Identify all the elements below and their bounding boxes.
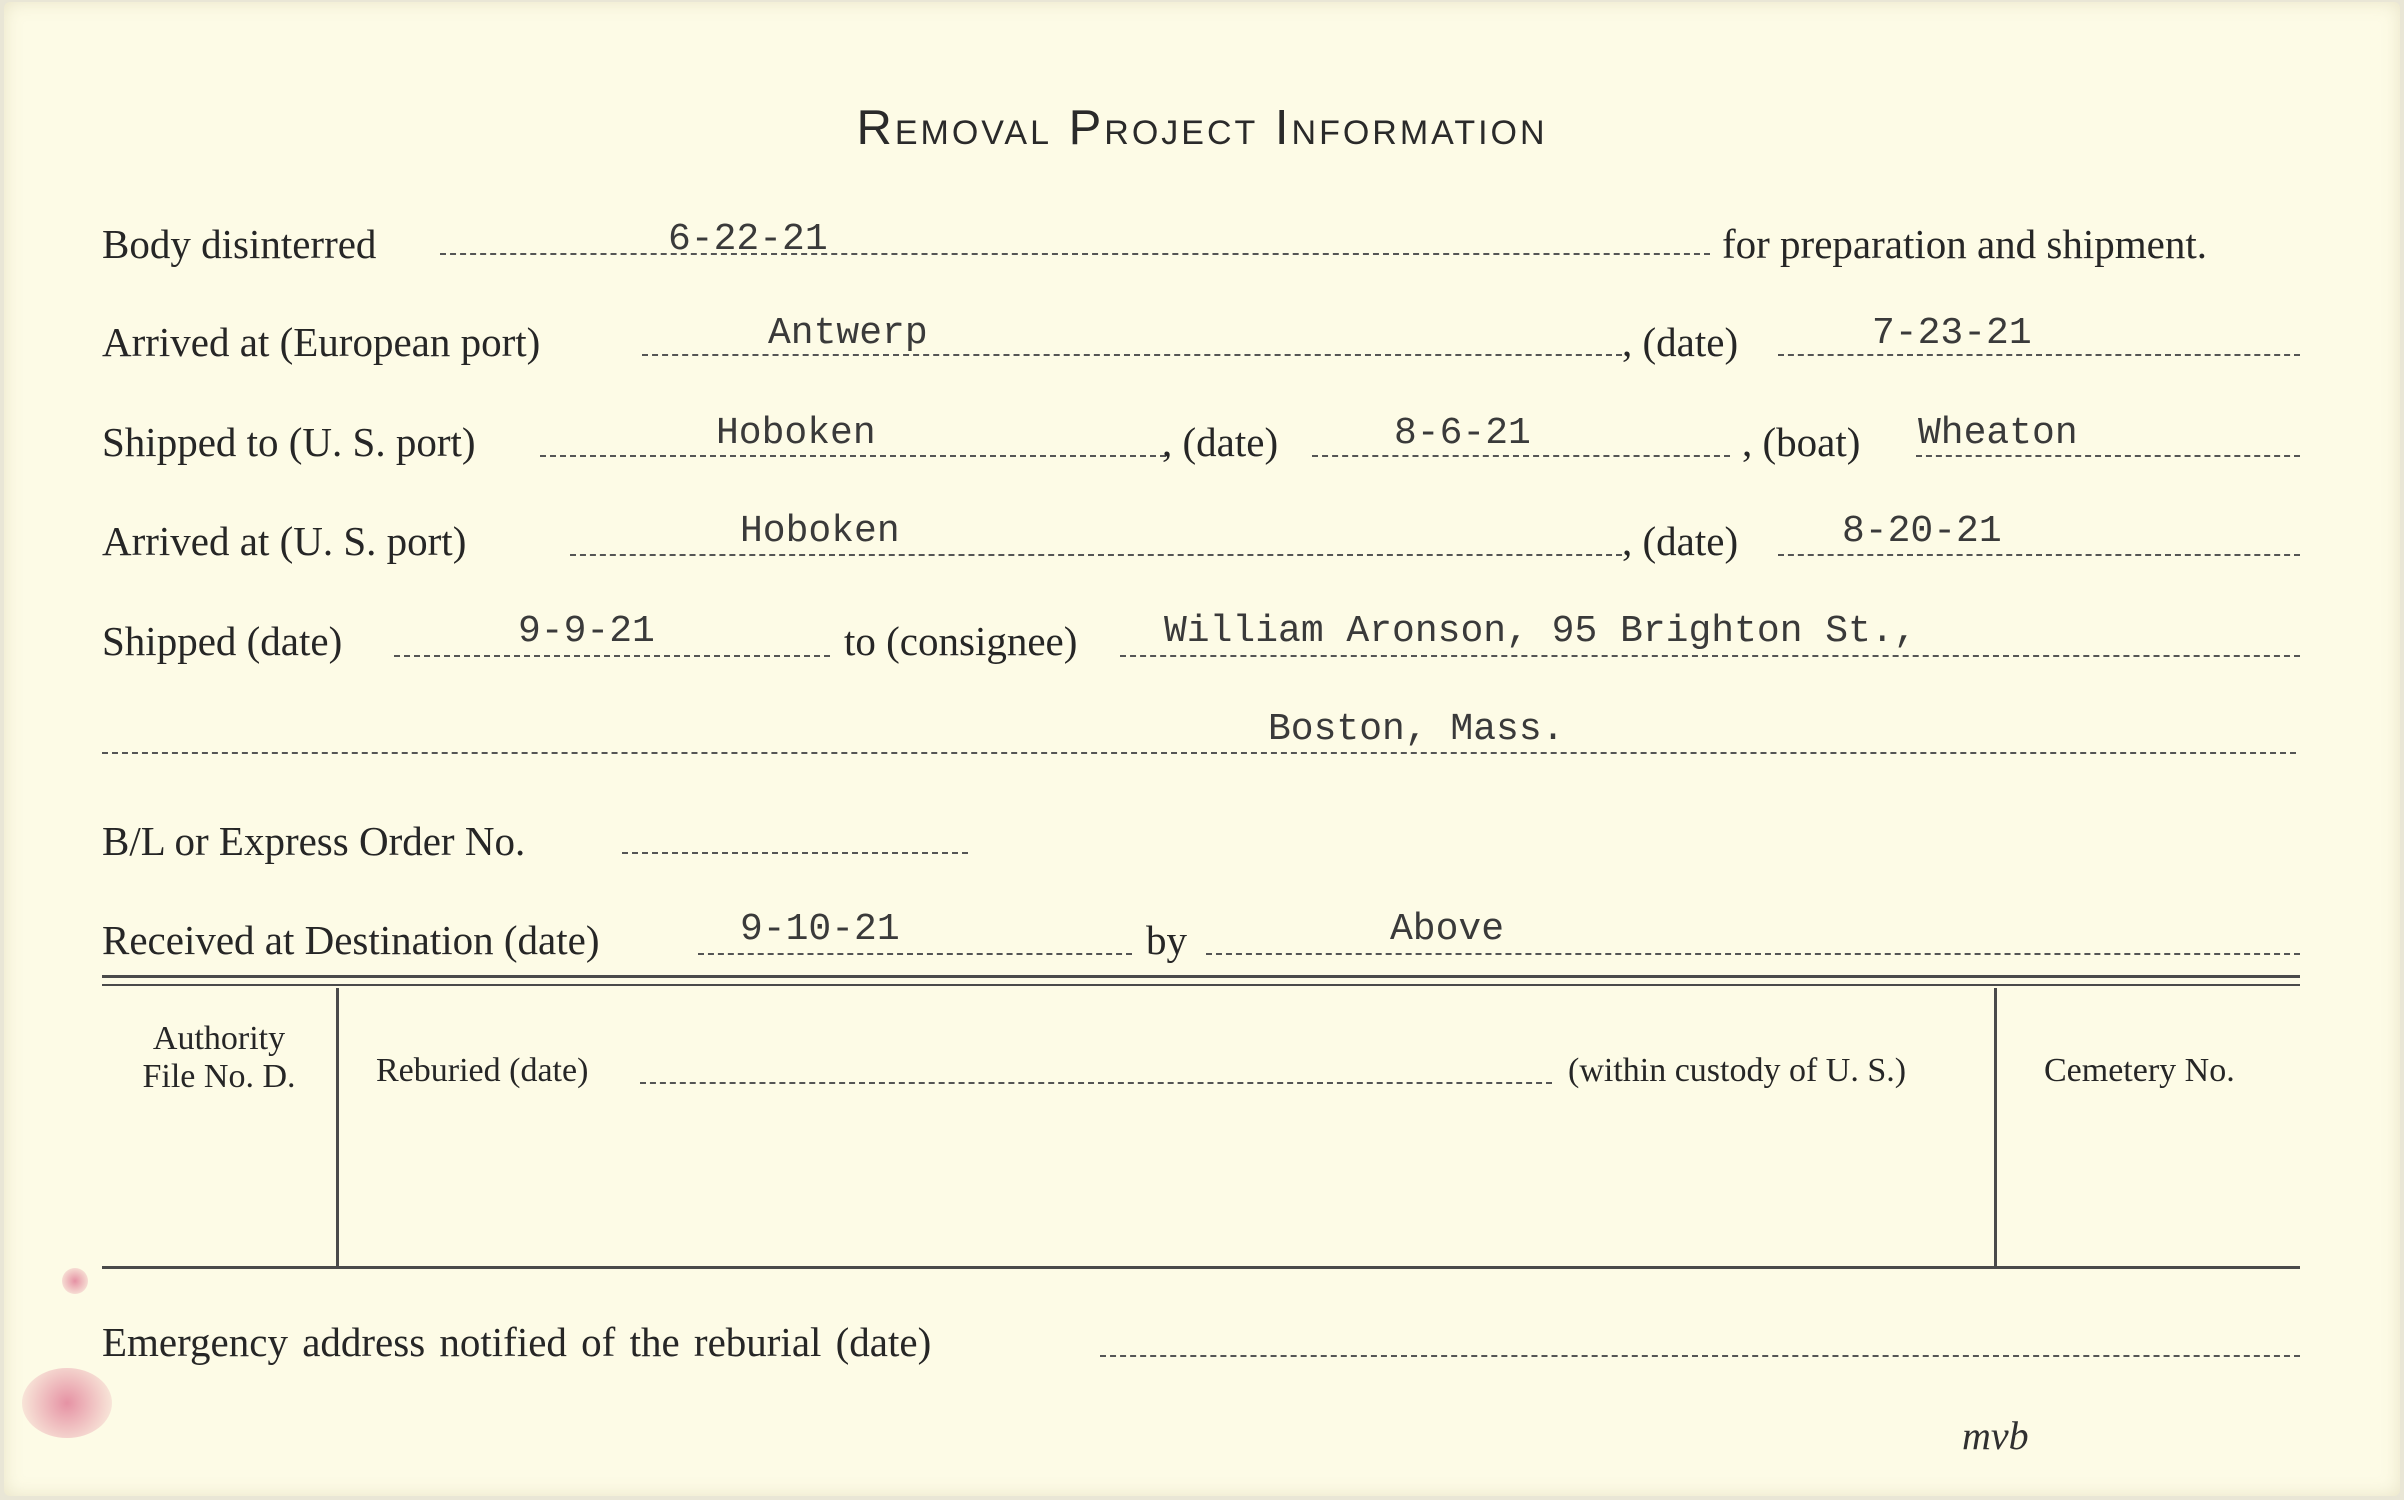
body-disinterred-label: Body disinterred (102, 221, 377, 267)
european-port-date-label: , (date) (1622, 319, 1739, 365)
shipped-date-value: 9-9-21 (518, 610, 655, 653)
shipped-us-port-boat-value: Wheaton (1918, 412, 2078, 455)
table-top-rule (102, 975, 2300, 978)
table-top-rule-inner (102, 984, 2300, 986)
authority-label (106, 1020, 332, 1096)
body-disinterred-line (440, 253, 1710, 255)
received-label: Received at Destination (date) (102, 917, 600, 963)
shipped-us-port-label: Shipped to (U. S. port) (102, 419, 476, 465)
shipped-us-port-date-value: 8-6-21 (1394, 412, 1531, 455)
body-disinterred-suffix: for preparation and shipment. (1722, 221, 2208, 267)
emergency-line (1100, 1355, 2300, 1357)
emergency-label: Emergency address notified of the reburial (date) (102, 1319, 932, 1365)
received-date-value: 9-10-21 (740, 908, 900, 951)
consignee-line2-value: Boston, Mass. (1268, 708, 1565, 751)
european-port-label: Arrived at (European port) (102, 319, 541, 365)
table-divider-left (336, 988, 339, 1266)
arrived-us-port-date-label: , (date) (1622, 518, 1739, 564)
custody-label: (within custody of U. S.) (1568, 1052, 1907, 1089)
shipped-us-port-date-label: , (date) (1162, 419, 1279, 465)
ink-stain (62, 1268, 88, 1294)
shipped-date-label: Shipped (date) (102, 618, 343, 664)
arrived-us-port-line (570, 554, 1622, 556)
arrived-us-port-value: Hoboken (740, 510, 900, 553)
body-disinterred-value: 6-22-21 (668, 218, 828, 261)
table-bottom-rule (102, 1266, 2300, 1269)
received-by-line (1206, 953, 2300, 955)
clerk-initials: mvb (1962, 1413, 2029, 1458)
received-date-line (698, 953, 1132, 955)
reburied-label: Reburied (date) (376, 1052, 589, 1089)
arrived-us-port-label: Arrived at (U. S. port) (102, 518, 467, 564)
shipped-us-port-boat-label: , (boat) (1742, 419, 1861, 465)
shipped-date-line (394, 655, 830, 657)
arrived-us-port-date-line (1778, 554, 2300, 556)
form-title: Removal Project Information (856, 101, 1548, 155)
european-port-date-value: 7-23-21 (1872, 312, 2032, 355)
table-divider-right (1994, 988, 1997, 1266)
received-by-label: by (1146, 917, 1187, 963)
consignee-continuation-line (102, 752, 2296, 754)
cemetery-label: Cemetery No. (2044, 1052, 2235, 1089)
bl-order-line (622, 852, 968, 854)
ink-stain (22, 1368, 112, 1438)
european-port-date-line (1778, 354, 2300, 356)
consignee-line1-value: William Aronson, 95 Brighton St., (1164, 610, 1917, 653)
consignee-line (1120, 655, 2300, 657)
authority-label-line2: File No. D. (142, 1058, 296, 1095)
received-by-value: Above (1390, 908, 1505, 951)
shipped-us-port-value: Hoboken (716, 412, 876, 455)
consignee-label: to (consignee) (844, 618, 1078, 664)
reburied-line (640, 1082, 1552, 1084)
arrived-us-port-date-value: 8-20-21 (1842, 510, 2002, 553)
bl-order-label: B/L or Express Order No. (102, 818, 526, 864)
authority-label-line1: Authority (152, 1020, 286, 1057)
european-port-value: Antwerp (768, 312, 928, 355)
